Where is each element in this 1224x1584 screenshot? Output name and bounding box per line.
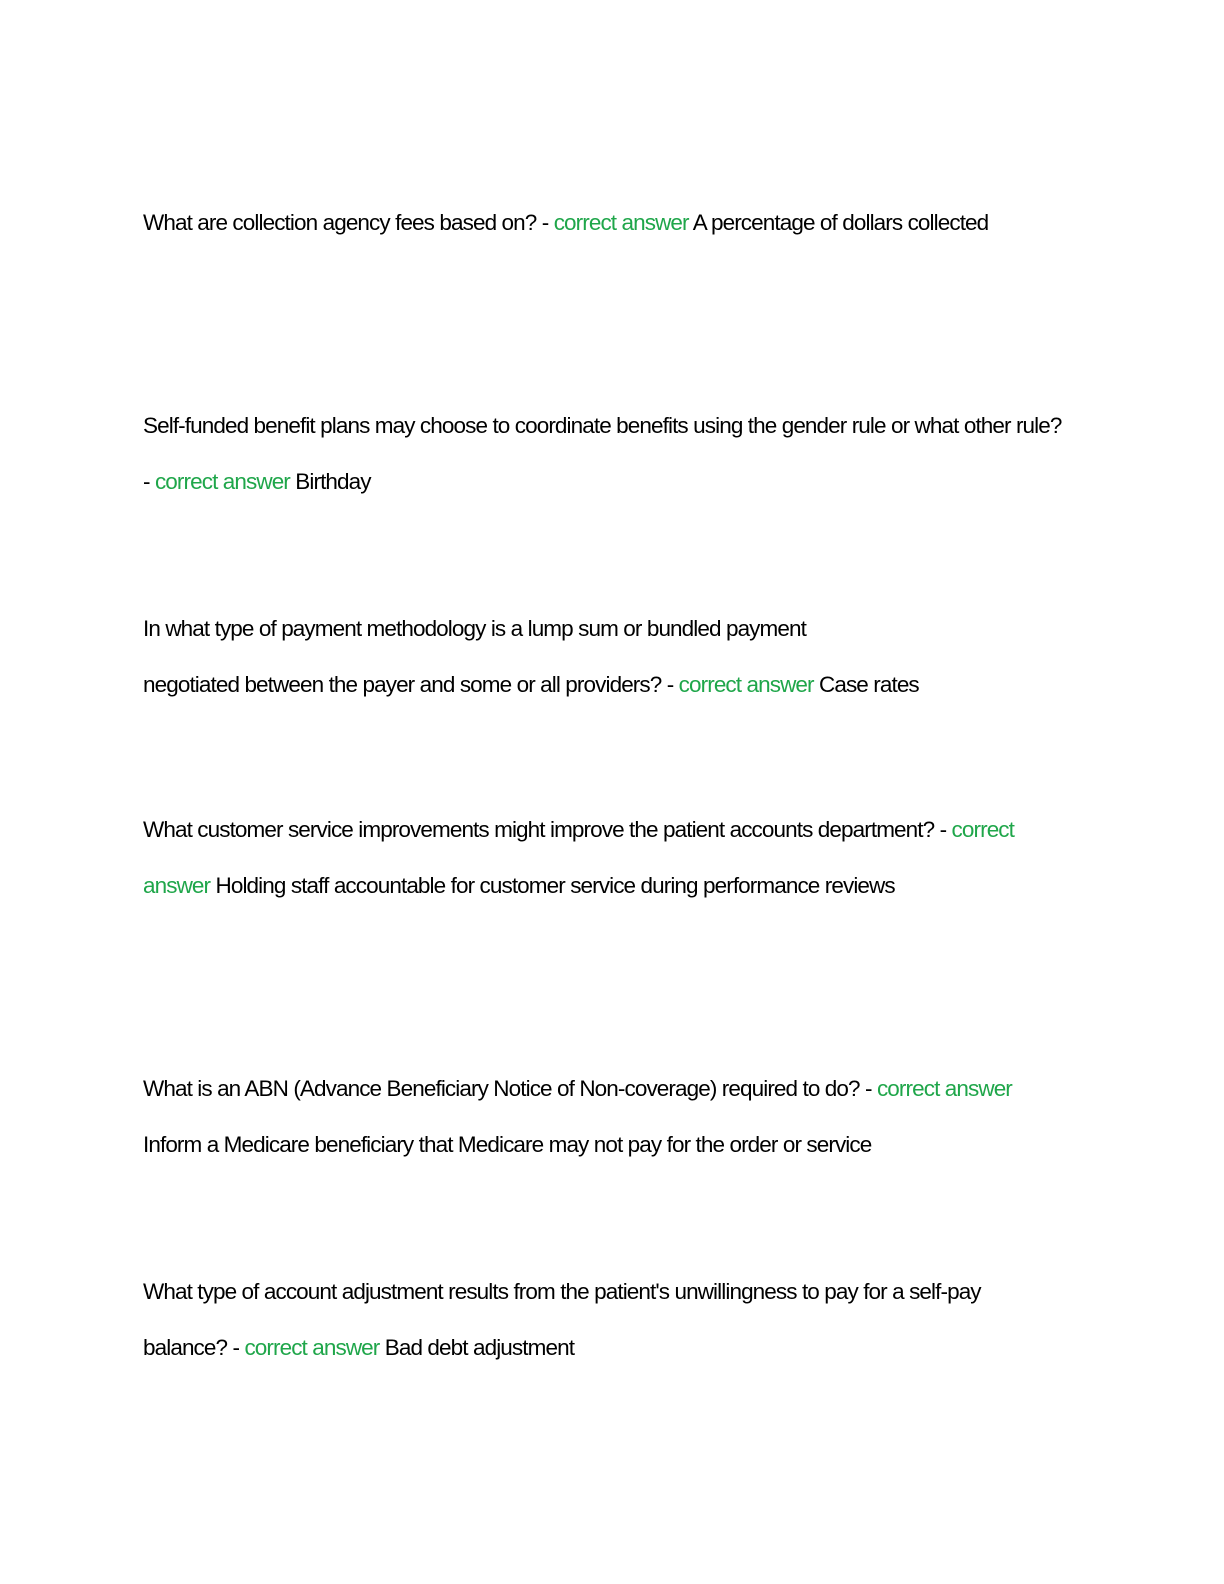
question-text: Self-funded benefit plans may choose to coordinate benefits using the gender rule or what other rule? - bbox=[143, 413, 1062, 494]
answer-text: Holding staff accountable for customer service during performance reviews bbox=[215, 873, 895, 898]
question-text: What is an ABN (Advance Beneficiary Notice of Non-coverage) required to do? - bbox=[143, 1076, 872, 1101]
qa-item-1 bbox=[143, 195, 1068, 251]
question-text-line-1: In what type of payment methodology is a lump sum or bundled payment bbox=[143, 616, 806, 641]
correct-answer-label: correct answer bbox=[154, 469, 290, 494]
correct-answer-label: correct answer bbox=[678, 672, 814, 697]
correct-answer-label: correct answer bbox=[876, 1076, 1012, 1101]
correct-answer-label: correct answer bbox=[553, 210, 689, 235]
qa-item-5 bbox=[143, 1061, 1068, 1173]
question-text-line-2: negotiated between the payer and some or all providers? - bbox=[143, 672, 674, 697]
answer-text: Inform a Medicare beneficiary that Medicare may not pay for the order or service bbox=[143, 1132, 872, 1157]
question-text: What type of account adjustment results from the patient's unwillingness to pay for a self-pay balance? - bbox=[143, 1279, 981, 1360]
qa-item-6 bbox=[143, 1264, 1068, 1376]
answer-text: A percentage of dollars collected bbox=[692, 210, 989, 235]
correct-answer-label: correct answer bbox=[143, 817, 1015, 898]
qa-item-3 bbox=[143, 601, 1068, 713]
correct-answer-label: correct answer bbox=[244, 1335, 380, 1360]
qa-item-2 bbox=[143, 398, 1068, 510]
qa-item-4 bbox=[143, 802, 1068, 914]
question-text: What are collection agency fees based on? - bbox=[143, 210, 549, 235]
answer-text: Bad debt adjustment bbox=[384, 1335, 575, 1360]
question-text: What customer service improvements might improve the patient accounts department? - bbox=[143, 817, 947, 842]
answer-text: Birthday bbox=[295, 469, 371, 494]
answer-text: Case rates bbox=[818, 672, 919, 697]
